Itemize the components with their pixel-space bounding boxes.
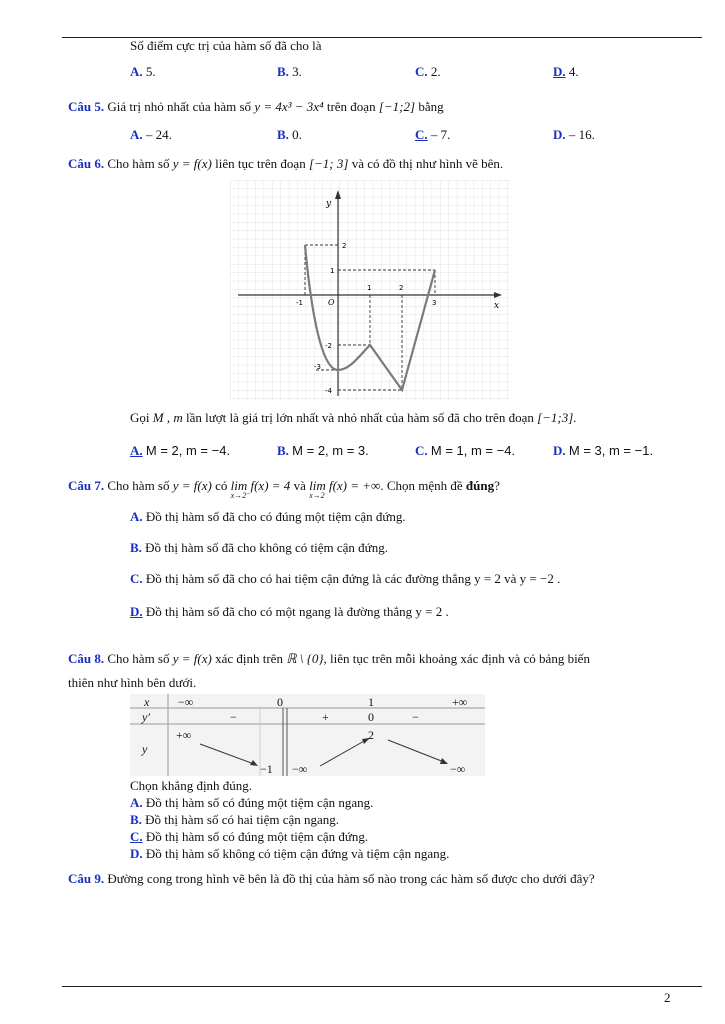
x-tick-label: 1: [367, 284, 372, 292]
stem-text: có: [215, 478, 228, 493]
y-value: −∞: [292, 762, 308, 776]
option-text: 5.: [145, 64, 156, 79]
stem-text: . Chọn mệnh đề: [380, 478, 463, 493]
interval: [−1;2]: [378, 99, 416, 114]
x-value: 1: [368, 695, 374, 709]
stem-text: Đường cong trong hình vẽ bên là đồ thị của hàm số nào trong các hàm số được cho dưới đây?: [107, 871, 595, 886]
option-letter: D.: [553, 64, 566, 79]
q6-option-c[interactable]: [415, 443, 515, 459]
stem-text: Giá trị nhỏ nhất của hàm số: [107, 99, 252, 114]
option-text: Đồ thị hàm số có hai tiệm cận ngang.: [145, 812, 340, 827]
q4-option-c[interactable]: [415, 64, 441, 80]
stem-text: , liên tục trên mỗi khoảng xác định và có bảng biến: [323, 651, 590, 666]
option-text: 2.: [430, 64, 441, 79]
q4-stem: Số điểm cực trị của hàm số đã cho là: [130, 38, 322, 53]
stem-text: Cho hàm số: [107, 478, 170, 493]
limit-expression: [309, 478, 381, 500]
q6-option-d[interactable]: [553, 443, 653, 459]
q8-option-c[interactable]: [130, 829, 368, 845]
stem-text: và có đồ thị như hình vẽ bên.: [351, 156, 504, 171]
option-text: – 24.: [145, 127, 172, 142]
option-letter: C.: [415, 127, 428, 142]
option-letter: D.: [553, 127, 566, 142]
y-value: −1: [260, 762, 273, 776]
yprime-sign: −: [412, 710, 419, 724]
option-letter: D.: [130, 604, 143, 619]
formula: y = f(x): [172, 156, 212, 171]
bottom-rule: [62, 986, 702, 987]
question-label: Câu 9.: [68, 871, 105, 886]
page-number: 2: [664, 990, 671, 1005]
q6-graph: [230, 180, 510, 400]
question-label: Câu 8.: [68, 651, 105, 666]
y-axis-label: y: [326, 199, 332, 209]
option-text: – 7.: [430, 127, 451, 142]
option-letter: A.: [130, 509, 143, 524]
option-letter: B.: [277, 443, 289, 458]
stem-text: Cho hàm số: [107, 651, 170, 666]
option-letter: A.: [130, 64, 143, 79]
option-text: 3.: [292, 64, 302, 79]
stem-text: liên tục trên đoạn: [215, 156, 306, 171]
q8-option-a[interactable]: [130, 795, 373, 811]
q5-option-d[interactable]: [553, 127, 595, 143]
q9-stem: [68, 871, 595, 887]
q8-option-d[interactable]: [130, 846, 449, 862]
x-value: −∞: [178, 695, 194, 709]
vars: M , m: [152, 410, 183, 425]
stem-text: xác định trên: [215, 651, 283, 666]
option-text: Đồ thị hàm số đã cho không có tiệm cận đứng.: [145, 540, 388, 555]
limit-expression: [230, 478, 291, 500]
option-text: – 16.: [568, 127, 595, 142]
stem-text: Gọi: [130, 410, 150, 425]
option-letter: C.: [130, 571, 143, 586]
yprime-sign: +: [322, 710, 329, 724]
q7-option-c[interactable]: [130, 571, 560, 587]
q5-option-c[interactable]: [415, 127, 450, 143]
option-letter: C.: [415, 443, 428, 458]
y-row-label: y: [142, 742, 148, 756]
yprime-sign: 0: [368, 710, 374, 724]
x-tick-label: 3: [432, 299, 437, 307]
x-value: 0: [277, 695, 283, 709]
y-tick-label: -2: [325, 342, 332, 350]
y-value: −∞: [450, 762, 466, 776]
option-letter: C.: [130, 829, 143, 844]
q4-option-d[interactable]: [553, 64, 579, 80]
q5-option-b[interactable]: [277, 127, 302, 143]
y-value: +∞: [176, 728, 192, 742]
stem-text: và: [293, 478, 306, 493]
option-text: M = 3, m = −1.: [568, 443, 654, 458]
y-tick-label: 2: [342, 242, 347, 250]
option-text: M = 1, m = −4.: [430, 443, 516, 458]
option-letter: C.: [415, 64, 428, 79]
q6-option-b[interactable]: [277, 443, 369, 459]
limit-main: lim f(x) = 4: [230, 478, 291, 493]
option-letter: D.: [130, 846, 143, 861]
limit-main: lim f(x) = +∞: [309, 478, 381, 493]
q7-option-d[interactable]: [130, 604, 449, 620]
option-text: 4.: [568, 64, 579, 79]
question-label: Câu 5.: [68, 99, 105, 114]
q5-option-a[interactable]: [130, 127, 172, 143]
q6-stem: [68, 156, 503, 172]
stem-text: bằng: [418, 99, 444, 114]
q8-stem: [68, 651, 590, 667]
x-axis-label: x: [494, 301, 500, 311]
option-letter: A.: [130, 127, 143, 142]
interval: [−1; 3]: [308, 156, 349, 171]
x-tick-label: 2: [399, 284, 404, 292]
option-letter: B.: [277, 64, 289, 79]
q8-choose: Chọn khẳng định đúng.: [130, 778, 253, 793]
option-letter: B.: [277, 127, 289, 142]
q4-option-b[interactable]: [277, 64, 302, 80]
option-letter: B.: [130, 540, 142, 555]
limit-subscript: x→2⁻: [230, 491, 251, 500]
option-letter: D.: [553, 443, 566, 458]
question-label: Câu 6.: [68, 156, 105, 171]
stem-text: lần lượt là giá trị lớn nhất và nhỏ nhất của hàm số đã cho trên đoạn: [185, 410, 534, 425]
y-tick-label: 1: [330, 267, 335, 275]
q6-question: [130, 410, 577, 426]
yprime-row-label: y′: [142, 710, 150, 724]
option-letter: A.: [130, 443, 143, 458]
x-row-label: x: [144, 695, 150, 709]
q6-option-a[interactable]: [130, 443, 230, 459]
option-text: Đồ thị hàm số đã cho có đúng một tiệm cận đứng.: [145, 509, 406, 524]
q7-option-b[interactable]: [130, 540, 388, 556]
q8-variation-table: [130, 694, 485, 776]
formula: y = 4x³ − 3x⁴: [254, 99, 324, 114]
q4-option-a[interactable]: [130, 64, 156, 80]
option-text: M = 2, m = −4.: [145, 443, 231, 458]
option-text: Đồ thị hàm số có đúng một tiệm cận đứng.: [145, 829, 369, 844]
option-letter: B.: [130, 812, 142, 827]
option-text: Đồ thị hàm số đã cho có hai tiệm cận đứng là các đường thẳng y = 2 và y = −2 .: [145, 571, 561, 586]
question-label: Câu 7.: [68, 478, 105, 493]
y-tick-label: -3: [314, 363, 321, 371]
yprime-sign: −: [230, 710, 237, 724]
y-tick-label: -4: [325, 387, 332, 395]
domain: ℝ \ {0}: [286, 651, 324, 666]
option-text: 0.: [292, 127, 302, 142]
x-tick-label: -1: [296, 299, 303, 307]
emphasis: đúng: [465, 478, 495, 493]
option-text: Đồ thị hàm số không có tiệm cận đứng và tiệm cận ngang.: [145, 846, 450, 861]
stem-text: trên đoạn: [326, 99, 376, 114]
stem-text: Cho hàm số: [107, 156, 170, 171]
option-letter: A.: [130, 795, 143, 810]
origin-label: O: [328, 298, 335, 307]
y-value: 2: [368, 728, 374, 742]
q8-stem-line2: thiên như hình bên dưới.: [68, 675, 197, 690]
q8-option-b[interactable]: [130, 812, 339, 828]
option-text: Đồ thị hàm số có đúng một tiệm cận ngang.: [145, 795, 374, 810]
limit-subscript: x→2: [309, 491, 325, 500]
option-text: M = 2, m = 3.: [292, 443, 369, 458]
option-text: Đồ thị hàm số đã cho có một ngang là đường thẳng y = 2 .: [145, 604, 449, 619]
q7-stem: [68, 478, 500, 500]
x-value: +∞: [452, 695, 468, 709]
formula: y = f(x): [172, 651, 212, 666]
q5-stem: [68, 99, 444, 115]
formula: y = f(x): [172, 478, 212, 493]
q7-option-a[interactable]: [130, 509, 406, 525]
interval: [−1;3].: [537, 410, 577, 425]
stem-text: ?: [494, 478, 500, 493]
